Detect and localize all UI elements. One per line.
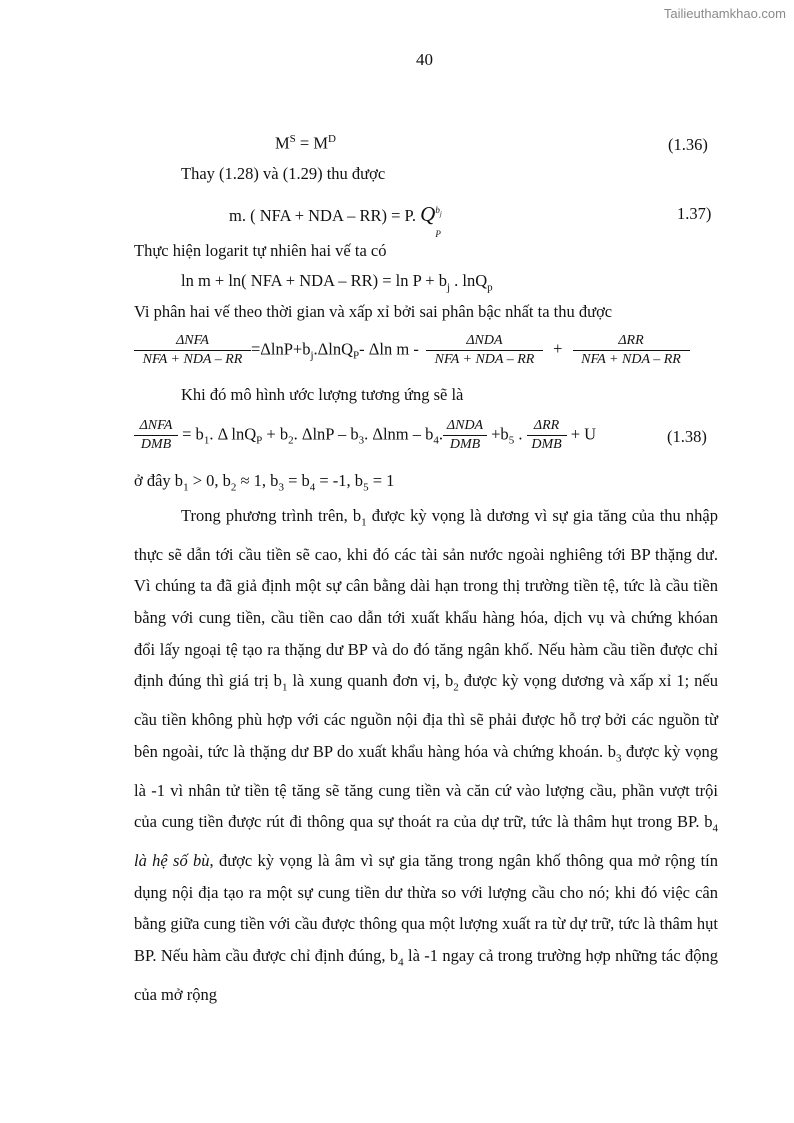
equation-label-1-38: (1.38) [667,427,707,446]
fraction-nda: $\frac{\text{ΔNDA}}{\text{NFA + NDA – RR}}$ [426,333,543,368]
fraction-rr: $\frac{\text{ΔRR}}{\text{NFA + NDA – RR}}$ [573,333,690,368]
equation-1-36: $M^S = M^D$ [275,133,336,153]
fraction-nda-dmb: $\frac{\text{ΔNDA}}{\text{DMB}}$ [443,418,487,453]
page-number: 40 [416,50,433,69]
where-line: ở đây $b_1 > 0$, $b_2 \approx 1$, $b_3 = b_4 = -1$, $b_5 = 1$ [134,471,395,494]
ln-equation: ln m + ln( NFA + NDA – $RR) = \ln P + b_j$ . lnQ$_p$ [181,271,493,294]
diff-text: Vi phân hai vế theo thời gian và xấp xỉ bởi sai phân bậc nhất ta thu được [134,302,613,321]
watermark: Tailieuthamkhao.com [663,6,786,21]
fraction-nfa-dmb: $\frac{\text{ΔNFA}}{\text{DMB}}$ [134,418,178,453]
body-paragraph: Trong phương trình trên, $b_1$ được kỳ vọng là dương vì sự gia tăng của thu nhập thực sẽ dẫn tới cầu tiền sẽ cao, khi đó các tài sản nước ngoài nghiêng tới BP thặng dư. Vì chúng ta đã giả định một sự cân bằng dài hạn trong thị trường tiền tệ, tức là cầu tiền bằng với cung tiền, cầu tiền cao dẫn tới xuất khẩu hàng hóa, dịch vụ và chứng khóan đổi lấy ngoại tệ tạo ra thặng dư BP và do đó tăng ngân khố. Nếu hàm cầu tiền được chỉ định đúng thì giá trị $b_1$ là xung quanh đơn vị, $b_2$ được kỳ vọng dương và xấp xỉ 1; nếu cầu tiền không phù hợp với các nguồn nội địa thì sẽ phải được hỗ trợ bởi các nguồn từ bên ngoài, tức là thặng dư BP do xuất khẩu hàng hóa và chứng khoán. $b_3$ được kỳ vọng là -1 vì nhân tử tiền tệ tăng sẽ tăng cung tiền và căn cứ vào lượng cầu, phần vượt trội của cung tiền được rút đi thông qua sự thoát ra của dự trữ, tức là thâm hụt trong BP. $b_4$ là hệ số bù, được kỳ vọng là âm vì sự gia tăng trong ngân khố thông qua mở rộng tín dụng nội địa tạo ra một sự cung tiền dư thừa so với lượng cầu cho nó; khi đó việc cân bằng giữa cung tiền với cầu được thông qua một lượng xuất ra từ dự trữ, tức là thâm hụt BP. Nếu hàm cầu được chỉ định đúng, $b_4$ là -1 ngay cả trong trường hợp những tác động của mở rộng [134,506,718,1004]
equation-label-1-37: 1.37) [677,204,712,223]
fraction-nfa: $\frac{\text{ΔNFA}}{\text{NFA + NDA – RR}}$ [134,333,251,368]
equation-label-1-36: (1.36) [668,135,708,154]
equation-1-38: $\frac{\text{ΔNFA}}{\text{DMB}}$ = $b_1$. Δ $\ln Q_P + b_2$. ΔlnP – $b_3$. Δlnm – $b_4$. $\frac{\text{ΔNDA}}{\text{DMB}}$ $+b_5$ . $\frac{\text{ΔRR}}{\text{DMB}}$ + U [134,418,596,453]
fraction-rr-dmb: $\frac{\text{ΔRR}}{\text{DMB}}$ [527,418,567,453]
differential-equation: $\frac{\text{ΔNFA}}{\text{NFA + NDA – RR}}$ $=\Delta\ln P+b_j.\Delta\ln Q_P-$ Δln m - $\frac{\text{ΔNDA}}{\text{NFA + NDA – RR}}$ + $\frac{\text{ΔRR}}{\text{NFA + NDA – RR}}$ [134,333,690,368]
equation-1-37: m. ( NFA + NDA – RR) = P. Q $b_j$ P [229,202,442,239]
model-text: Khi đó mô hình ước lượng tương ứng sẽ là [181,385,464,404]
substitute-text: Thay (1.28) và (1.29) thu được [181,164,386,183]
log-text: Thực hiện logarit tự nhiên hai vế ta có [134,241,387,260]
